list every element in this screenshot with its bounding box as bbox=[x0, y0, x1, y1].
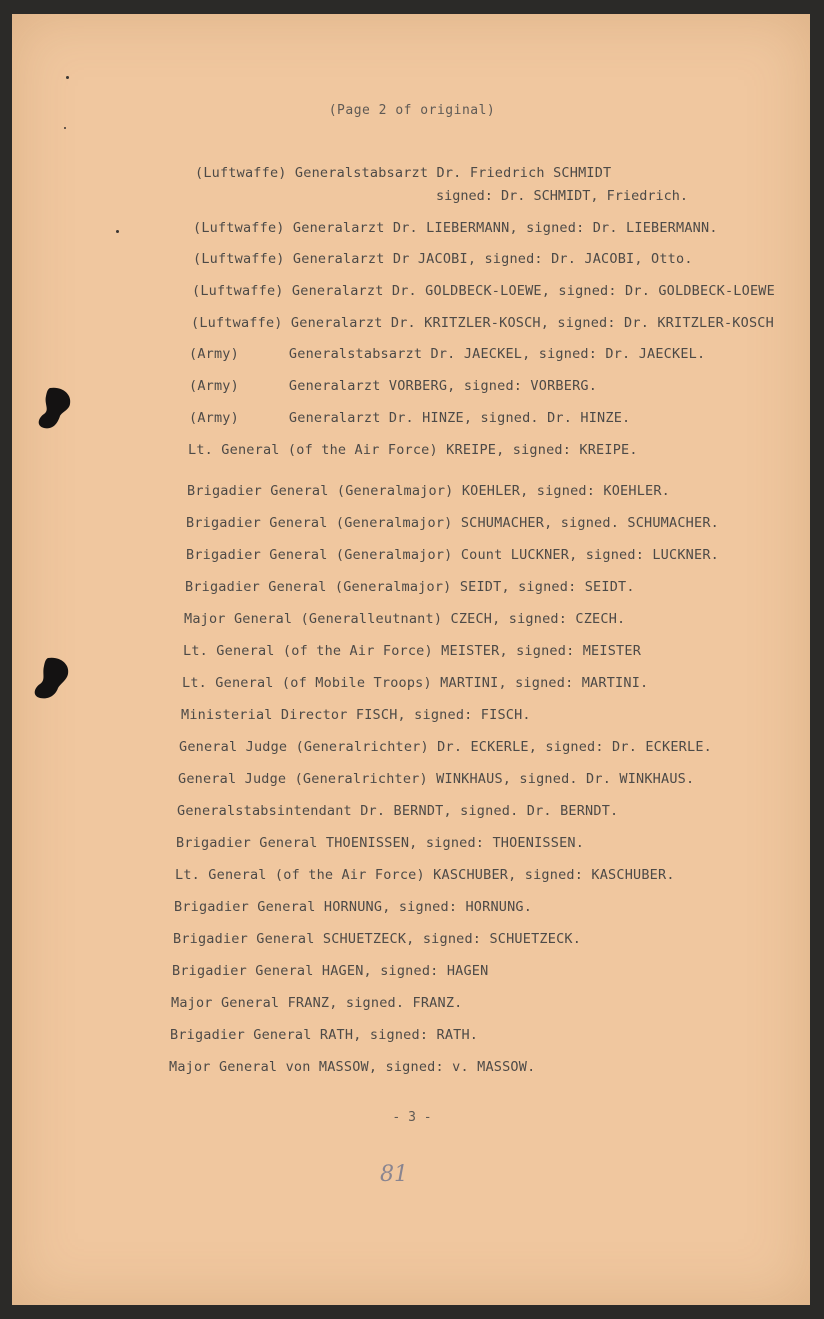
punch-hole-top bbox=[36, 386, 74, 432]
roster-entry: Brigadier General HORNUNG, signed: HORNUNG. bbox=[174, 899, 533, 915]
roster-entry: Brigadier General (Generalmajor) SCHUMACHER, signed. SCHUMACHER. bbox=[186, 515, 719, 531]
roster-entry: (Army) Generalstabsarzt Dr. JAECKEL, signed: Dr. JAECKEL. bbox=[189, 346, 706, 362]
roster-entry: Brigadier General (Generalmajor) SEIDT, signed: SEIDT. bbox=[185, 579, 635, 595]
roster-entry: Brigadier General RATH, signed: RATH. bbox=[170, 1027, 479, 1043]
roster-entry: Lt. General (of the Air Force) KREIPE, signed: KREIPE. bbox=[188, 442, 638, 458]
folio-number: 81 bbox=[380, 1162, 408, 1187]
roster-entry: Lt. General (of Mobile Troops) MARTINI, signed: MARTINI. bbox=[182, 675, 649, 691]
ink-speck bbox=[66, 76, 69, 79]
roster-entry: (Army) Generalarzt Dr. HINZE, signed. Dr. HINZE. bbox=[189, 410, 631, 426]
roster-entry: Lt. General (of the Air Force) MEISTER, signed: MEISTER bbox=[183, 643, 642, 659]
punch-hole-bottom bbox=[32, 656, 72, 702]
roster-entry: Brigadier General THOENISSEN, signed: THOENISSEN. bbox=[176, 835, 585, 851]
roster-entry: Brigadier General (Generalmajor) Count LUCKNER, signed: LUCKNER. bbox=[186, 547, 719, 563]
ink-speck bbox=[64, 127, 66, 129]
roster-entry: Brigadier General (Generalmajor) KOEHLER, signed: KOEHLER. bbox=[187, 483, 671, 499]
roster-entry: (Army) Generalarzt VORBERG, signed: VORBERG. bbox=[189, 378, 598, 394]
roster-entry: Generalstabsintendant Dr. BERNDT, signed. Dr. BERNDT. bbox=[177, 803, 619, 819]
roster-entry: Lt. General (of the Air Force) KASCHUBER, signed: KASCHUBER. bbox=[175, 867, 675, 883]
page-number: - 3 - bbox=[392, 1110, 432, 1125]
roster-entry: Major General von MASSOW, signed: v. MASSOW. bbox=[169, 1059, 536, 1075]
roster-entry: Brigadier General SCHUETZECK, signed: SCHUETZECK. bbox=[173, 931, 582, 947]
roster-entry: (Luftwaffe) Generalarzt Dr. GOLDBECK-LOEWE, signed: Dr. GOLDBECK-LOEWE bbox=[192, 283, 775, 299]
roster-entry: (Luftwaffe) Generalstabsarzt Dr. Friedrich SCHMIDT bbox=[195, 165, 612, 181]
roster-entry: Brigadier General HAGEN, signed: HAGEN bbox=[172, 963, 489, 979]
roster-entry: (Luftwaffe) Generalarzt Dr JACOBI, signed: Dr. JACOBI, Otto. bbox=[193, 251, 693, 267]
roster-entry: Major General (Generalleutnant) CZECH, signed: CZECH. bbox=[184, 611, 626, 627]
entry-continuation: signed: Dr. SCHMIDT, Friedrich. bbox=[436, 188, 688, 204]
roster-entry: Major General FRANZ, signed. FRANZ. bbox=[171, 995, 463, 1011]
roster-entry: Ministerial Director FISCH, signed: FISCH. bbox=[181, 707, 531, 723]
ink-speck bbox=[116, 230, 119, 233]
roster-entry: General Judge (Generalrichter) WINKHAUS, signed. Dr. WINKHAUS. bbox=[178, 771, 695, 787]
roster-entry: (Luftwaffe) Generalarzt Dr. LIEBERMANN, signed: Dr. LIEBERMANN. bbox=[193, 220, 718, 236]
roster-entry: (Luftwaffe) Generalarzt Dr. KRITZLER-KOSCH, signed: Dr. KRITZLER-KOSCH bbox=[191, 315, 774, 331]
roster-entry: General Judge (Generalrichter) Dr. ECKERLE, signed: Dr. ECKERLE. bbox=[179, 739, 712, 755]
page-header: (Page 2 of original) bbox=[328, 103, 496, 118]
